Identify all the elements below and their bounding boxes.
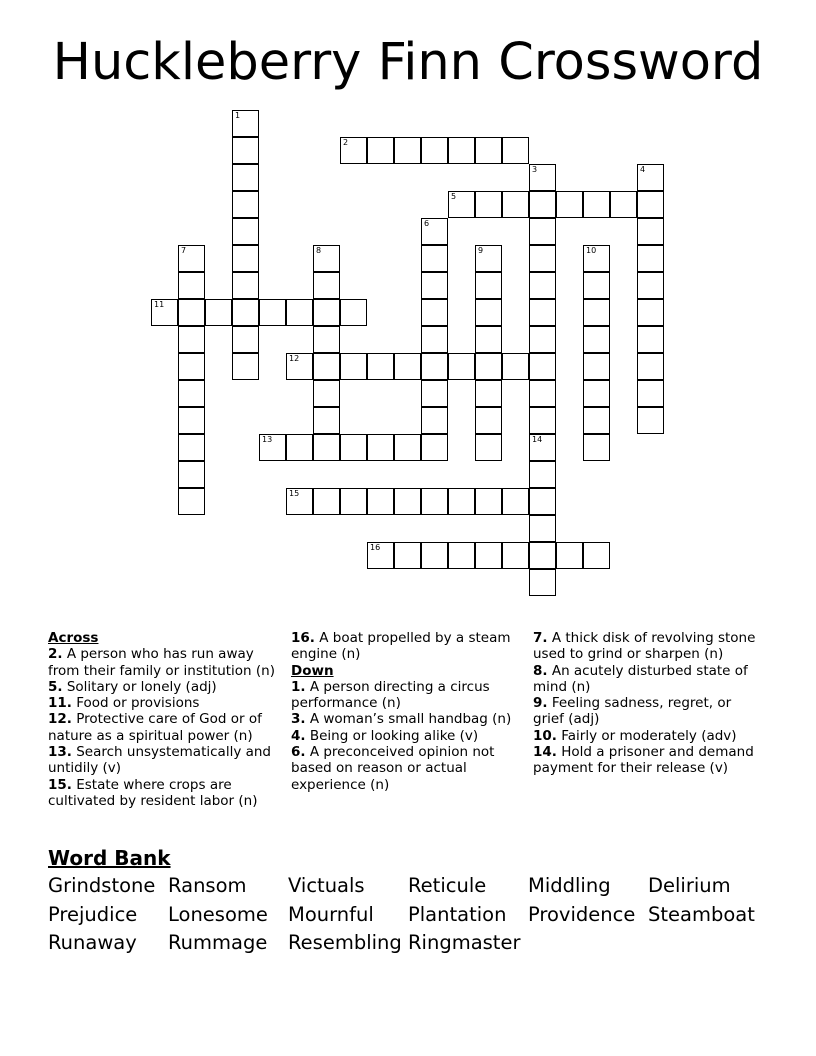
crossword-cell[interactable] — [421, 326, 448, 353]
crossword-cell[interactable] — [637, 245, 664, 272]
crossword-cell[interactable] — [637, 407, 664, 434]
clue-down-8 — [533, 663, 765, 696]
clue-text: A person directing a circus performance (n) — [291, 678, 490, 712]
crossword-cell[interactable] — [421, 380, 448, 407]
crossword-cell[interactable] — [421, 488, 448, 515]
word-bank-item: Grindstone — [48, 874, 156, 897]
crossword-cell[interactable] — [475, 191, 502, 218]
crossword-cell[interactable] — [259, 434, 286, 461]
crossword-cell[interactable] — [394, 434, 421, 461]
crossword-cell[interactable] — [178, 299, 205, 326]
crossword-cell[interactable] — [448, 353, 475, 380]
clue-number: 10. — [533, 727, 557, 744]
cell-number: 14 — [532, 435, 543, 444]
crossword-cell[interactable] — [286, 353, 313, 380]
crossword-cell[interactable] — [232, 218, 259, 245]
crossword-cell[interactable] — [583, 434, 610, 461]
crossword-cell[interactable] — [340, 488, 367, 515]
word-bank-item: Middling — [528, 874, 611, 897]
cell-number: 6 — [424, 219, 430, 228]
cell-number: 7 — [181, 246, 187, 255]
crossword-cell[interactable] — [313, 272, 340, 299]
cell-number: 4 — [640, 165, 646, 174]
crossword-cell[interactable] — [313, 434, 340, 461]
crossword-cell[interactable] — [259, 299, 286, 326]
clue-text: Feeling sadness, regret, or grief (adj) — [533, 695, 732, 728]
crossword-cell[interactable] — [502, 353, 529, 380]
crossword-cell[interactable] — [313, 380, 340, 407]
crossword-cell[interactable] — [178, 461, 205, 488]
crossword-cell[interactable] — [178, 245, 205, 272]
clue-across-16 — [291, 630, 523, 663]
crossword-cell[interactable] — [232, 110, 259, 137]
clue-text: A preconceived opinion not based on reason or actual experience (n) — [291, 744, 495, 793]
clue-text: Protective care of God or of nature as a spiritual power (n) — [48, 711, 262, 744]
crossword-cell[interactable] — [448, 191, 475, 218]
crossword-cell[interactable] — [340, 299, 367, 326]
word-bank-item: Resembling — [288, 931, 402, 954]
crossword-cell[interactable] — [232, 245, 259, 272]
cell-number: 9 — [478, 246, 484, 255]
cell-number: 11 — [154, 300, 165, 309]
crossword-cell[interactable] — [178, 272, 205, 299]
crossword-cell[interactable] — [421, 137, 448, 164]
cell-number: 5 — [451, 192, 457, 201]
word-bank — [48, 872, 768, 958]
crossword-cell[interactable] — [232, 164, 259, 191]
crossword-cell[interactable] — [637, 218, 664, 245]
clue-text: A boat propelled by a steam engine (n) — [291, 630, 511, 663]
crossword-cell[interactable] — [610, 191, 637, 218]
crossword-cell[interactable] — [448, 137, 475, 164]
crossword-cell[interactable] — [232, 299, 259, 326]
crossword-cell[interactable] — [340, 353, 367, 380]
crossword-cell[interactable] — [529, 164, 556, 191]
crossword-cell[interactable] — [502, 191, 529, 218]
clue-number: 16. — [291, 630, 315, 646]
crossword-cell[interactable] — [313, 353, 340, 380]
cell-number: 8 — [316, 246, 322, 255]
crossword-cell[interactable] — [502, 488, 529, 515]
crossword-cell[interactable] — [475, 137, 502, 164]
crossword-cell[interactable] — [529, 461, 556, 488]
across-heading: Across — [48, 630, 99, 646]
crossword-cell[interactable] — [340, 137, 367, 164]
word-bank-item: Providence — [528, 902, 636, 926]
word-bank-item: Mournful — [288, 902, 374, 926]
crossword-cell[interactable] — [583, 191, 610, 218]
down-heading: Down — [291, 662, 334, 679]
clue-down-6 — [291, 744, 523, 793]
clue-down-14 — [533, 744, 765, 777]
crossword-cell[interactable] — [448, 542, 475, 569]
word-bank-item: Runaway — [48, 931, 137, 954]
crossword-cell[interactable] — [583, 245, 610, 272]
clues-column-2 — [291, 630, 523, 793]
clue-text: A thick disk of revolving stone used to grind or sharpen (n) — [533, 630, 756, 663]
crossword-cell[interactable] — [583, 272, 610, 299]
cell-number: 15 — [289, 489, 300, 498]
clue-number: 15. — [48, 776, 72, 793]
clue-text: Food or provisions — [76, 695, 200, 712]
crossword-cell[interactable] — [637, 353, 664, 380]
crossword-cell[interactable] — [421, 272, 448, 299]
crossword-cell[interactable] — [529, 299, 556, 326]
crossword-cell[interactable] — [178, 434, 205, 461]
clue-number: 9. — [533, 695, 548, 712]
clue-text: An acutely disturbed state of mind (n) — [533, 662, 748, 695]
crossword-cell[interactable] — [475, 542, 502, 569]
clue-across-2 — [48, 646, 280, 679]
crossword-cell[interactable] — [367, 434, 394, 461]
clues-column-3 — [533, 630, 765, 777]
crossword-cell[interactable] — [367, 353, 394, 380]
word-bank-item: Lonesome — [168, 902, 268, 926]
clue-text: A woman’s small handbag (n) — [309, 711, 512, 728]
crossword-cell[interactable] — [556, 542, 583, 569]
clue-down-7 — [533, 630, 765, 663]
cell-number: 3 — [532, 165, 538, 174]
clue-number: 2. — [48, 646, 63, 663]
crossword-cell[interactable] — [529, 245, 556, 272]
crossword-cell[interactable] — [475, 326, 502, 353]
crossword-cell[interactable] — [421, 434, 448, 461]
clue-number: 4. — [291, 727, 306, 744]
clue-across-5 — [48, 679, 280, 695]
crossword-cell[interactable] — [232, 137, 259, 164]
cell-number: 13 — [262, 435, 273, 444]
crossword-cell[interactable] — [583, 380, 610, 407]
crossword-cell[interactable] — [421, 299, 448, 326]
crossword-cell[interactable] — [637, 164, 664, 191]
crossword-cell[interactable] — [313, 407, 340, 434]
crossword-cell[interactable] — [286, 434, 313, 461]
crossword-cell[interactable] — [232, 353, 259, 380]
crossword-cell[interactable] — [637, 380, 664, 407]
crossword-cell[interactable] — [502, 542, 529, 569]
crossword-cell[interactable] — [583, 353, 610, 380]
crossword-cell[interactable] — [637, 191, 664, 218]
cell-number: 16 — [370, 543, 381, 552]
clue-text: Estate where crops are cultivated by resident labor (n) — [48, 776, 258, 809]
crossword-cell[interactable] — [529, 434, 556, 461]
crossword-cell[interactable] — [421, 407, 448, 434]
clue-number: 6. — [291, 744, 306, 761]
crossword-cell[interactable] — [475, 407, 502, 434]
clue-number: 13. — [48, 744, 72, 761]
word-bank-item: Ringmaster — [408, 931, 521, 954]
cell-number: 2 — [343, 138, 349, 147]
crossword-cell[interactable] — [475, 380, 502, 407]
crossword-cell[interactable] — [178, 326, 205, 353]
crossword-cell[interactable] — [475, 353, 502, 380]
clue-text: Solitary or lonely (adj) — [66, 678, 217, 695]
word-bank-item: Ransom — [168, 874, 247, 897]
crossword-cell[interactable] — [286, 488, 313, 515]
word-bank-item: Rummage — [168, 931, 268, 954]
crossword-cell[interactable] — [178, 488, 205, 515]
word-bank-heading: Word Bank — [48, 846, 171, 870]
crossword-cell[interactable] — [475, 488, 502, 515]
crossword-cell[interactable] — [178, 353, 205, 380]
word-bank-item: Delirium — [648, 874, 731, 897]
crossword-cell[interactable] — [178, 380, 205, 407]
crossword-cell[interactable] — [421, 353, 448, 380]
word-bank-item: Steamboat — [648, 902, 755, 926]
crossword-cell[interactable] — [529, 515, 556, 542]
crossword-cell[interactable] — [313, 245, 340, 272]
crossword-cell[interactable] — [529, 218, 556, 245]
crossword-cell[interactable] — [421, 218, 448, 245]
crossword-cell[interactable] — [421, 245, 448, 272]
word-bank-item: Victuals — [288, 874, 365, 897]
word-bank-item: Reticule — [408, 874, 487, 897]
clue-number: 3. — [291, 711, 306, 728]
cell-number: 12 — [289, 354, 300, 363]
crossword-cell[interactable] — [529, 272, 556, 299]
clue-down-10 — [533, 728, 765, 744]
clue-down-1 — [291, 679, 523, 712]
crossword-cell[interactable] — [394, 488, 421, 515]
clue-across-13 — [48, 744, 280, 777]
crossword-cell[interactable] — [286, 299, 313, 326]
clues-column-1 — [48, 630, 280, 809]
clue-down-9 — [533, 695, 765, 728]
crossword-cell[interactable] — [529, 542, 556, 569]
crossword-cell[interactable] — [421, 542, 448, 569]
crossword-cell[interactable] — [583, 299, 610, 326]
crossword-cell[interactable] — [637, 272, 664, 299]
crossword-cell[interactable] — [475, 272, 502, 299]
crossword-cell[interactable] — [394, 542, 421, 569]
crossword-cell[interactable] — [448, 488, 475, 515]
clue-number: 5. — [48, 678, 63, 695]
crossword-cell[interactable] — [529, 380, 556, 407]
crossword-cell[interactable] — [583, 407, 610, 434]
clue-text: Being or looking alike (v) — [309, 727, 479, 744]
clue-across-11 — [48, 695, 280, 711]
crossword-cell[interactable] — [313, 488, 340, 515]
crossword-cell[interactable] — [232, 272, 259, 299]
crossword-cell[interactable] — [475, 245, 502, 272]
clue-number: 11. — [48, 695, 72, 712]
crossword-cell[interactable] — [502, 137, 529, 164]
crossword-cell[interactable] — [556, 191, 583, 218]
crossword-cell[interactable] — [583, 542, 610, 569]
crossword-cell[interactable] — [583, 326, 610, 353]
crossword-cell[interactable] — [529, 191, 556, 218]
clue-down-3 — [291, 711, 523, 727]
crossword-cell[interactable] — [475, 299, 502, 326]
crossword-cell[interactable] — [529, 407, 556, 434]
crossword-cell[interactable] — [313, 299, 340, 326]
crossword-cell[interactable] — [313, 326, 340, 353]
clue-number: 7. — [533, 630, 548, 646]
crossword-cell[interactable] — [151, 299, 178, 326]
crossword-cell[interactable] — [475, 434, 502, 461]
crossword-cell[interactable] — [394, 353, 421, 380]
word-bank-item: Plantation — [408, 902, 507, 926]
clue-text: A person who has run away from their family or institution (n) — [48, 646, 275, 679]
crossword-cell[interactable] — [529, 353, 556, 380]
page-title: Huckleberry Finn Crossword — [52, 33, 764, 92]
crossword-cell[interactable] — [637, 326, 664, 353]
crossword-cell[interactable] — [394, 137, 421, 164]
clue-down-4 — [291, 728, 523, 744]
crossword-cell[interactable] — [205, 299, 232, 326]
clue-text: Search unsystematically and untidily (v) — [48, 744, 271, 777]
clue-across-15 — [48, 777, 280, 810]
clue-text: Hold a prisoner and demand payment for their release (v) — [533, 744, 754, 777]
crossword-cell[interactable] — [529, 488, 556, 515]
clue-text: Fairly or moderately (adv) — [561, 727, 737, 744]
crossword-cell[interactable] — [367, 137, 394, 164]
crossword-cell[interactable] — [340, 434, 367, 461]
crossword-cell[interactable] — [529, 569, 556, 596]
crossword-cell[interactable] — [178, 407, 205, 434]
clue-number: 12. — [48, 711, 72, 728]
crossword-cell[interactable] — [637, 299, 664, 326]
crossword-cell[interactable] — [367, 488, 394, 515]
cell-number: 1 — [235, 111, 241, 120]
crossword-cell[interactable] — [529, 326, 556, 353]
crossword-cell[interactable] — [232, 191, 259, 218]
word-bank-item: Prejudice — [48, 902, 138, 926]
clue-number: 1. — [291, 678, 306, 695]
clue-across-12 — [48, 711, 280, 744]
crossword-cell[interactable] — [232, 326, 259, 353]
clue-number: 14. — [533, 744, 557, 761]
cell-number: 10 — [586, 246, 597, 255]
crossword-cell[interactable] — [367, 542, 394, 569]
clue-number: 8. — [533, 662, 548, 679]
